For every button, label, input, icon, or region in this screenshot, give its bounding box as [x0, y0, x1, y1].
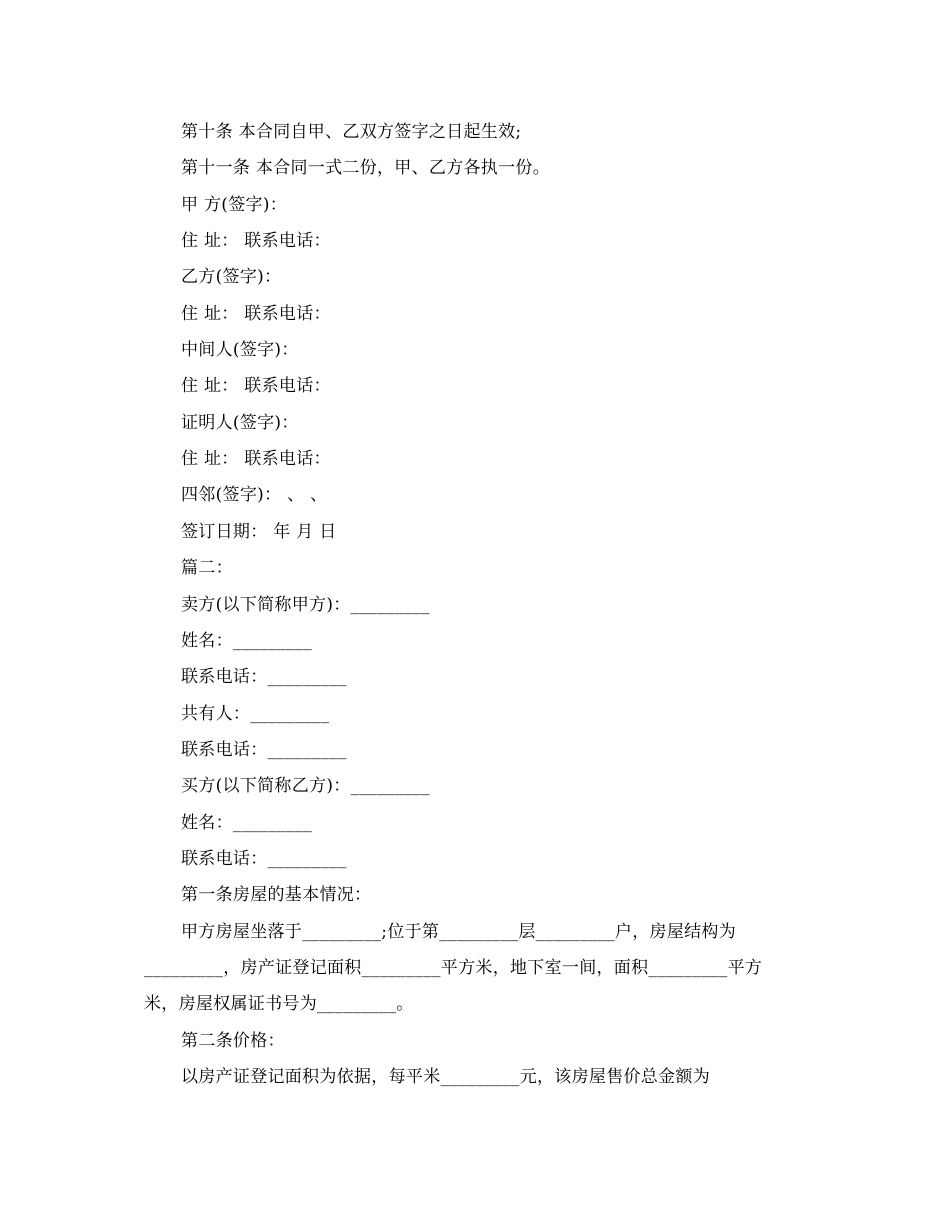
article-1-text-line-1: 甲方房屋坐落于_________;位于第_________层_________户，房屋结构为	[181, 922, 737, 942]
neighbors-signature: 四邻(签字)： 、 、	[181, 485, 328, 505]
signing-date: 签订日期： 年 月 日	[181, 522, 337, 542]
party-a-address-phone: 住 址： 联系电话：	[181, 231, 331, 251]
clause-10: 第十条 本合同自甲、乙双方签字之日起生效;	[181, 122, 522, 142]
article-2-text-line-1: 以房产证登记面积为依据，每平米_________元，该房屋售价总金额为	[181, 1067, 710, 1087]
party-b-signature: 乙方(签字)：	[181, 267, 282, 287]
buyer-line: 买方(以下简称乙方)：_________	[181, 776, 430, 796]
buyer-name: 姓名：_________	[181, 813, 313, 833]
buyer-phone: 联系电话：_________	[181, 849, 347, 869]
intermediary-signature: 中间人(签字)：	[181, 340, 299, 360]
co-owner-phone: 联系电话：_________	[181, 740, 347, 760]
seller-name: 姓名：_________	[181, 631, 313, 651]
clause-11: 第十一条 本合同一式二份，甲、乙方各执一份。	[181, 158, 551, 178]
article-1-text-line-3: 米，房屋权属证书号为_________。	[144, 994, 414, 1014]
article-2-heading: 第二条价格：	[181, 1031, 285, 1051]
co-owner: 共有人：_________	[181, 704, 330, 724]
section-two-heading: 篇二：	[181, 558, 233, 578]
article-1-text-line-2: _________，房产证登记面积_________平方米，地下室一间，面积_________平方	[144, 958, 763, 978]
party-a-signature: 甲 方(签字)：	[181, 195, 288, 215]
seller-line: 卖方(以下简称甲方)：_________	[181, 595, 430, 615]
article-1-heading: 第一条房屋的基本情况：	[181, 885, 372, 905]
seller-phone: 联系电话：_________	[181, 667, 347, 687]
party-b-address-phone: 住 址： 联系电话：	[181, 304, 331, 324]
witness-address-phone: 住 址： 联系电话：	[181, 449, 331, 469]
intermediary-address-phone: 住 址： 联系电话：	[181, 376, 331, 396]
witness-signature: 证明人(签字)：	[181, 413, 299, 433]
